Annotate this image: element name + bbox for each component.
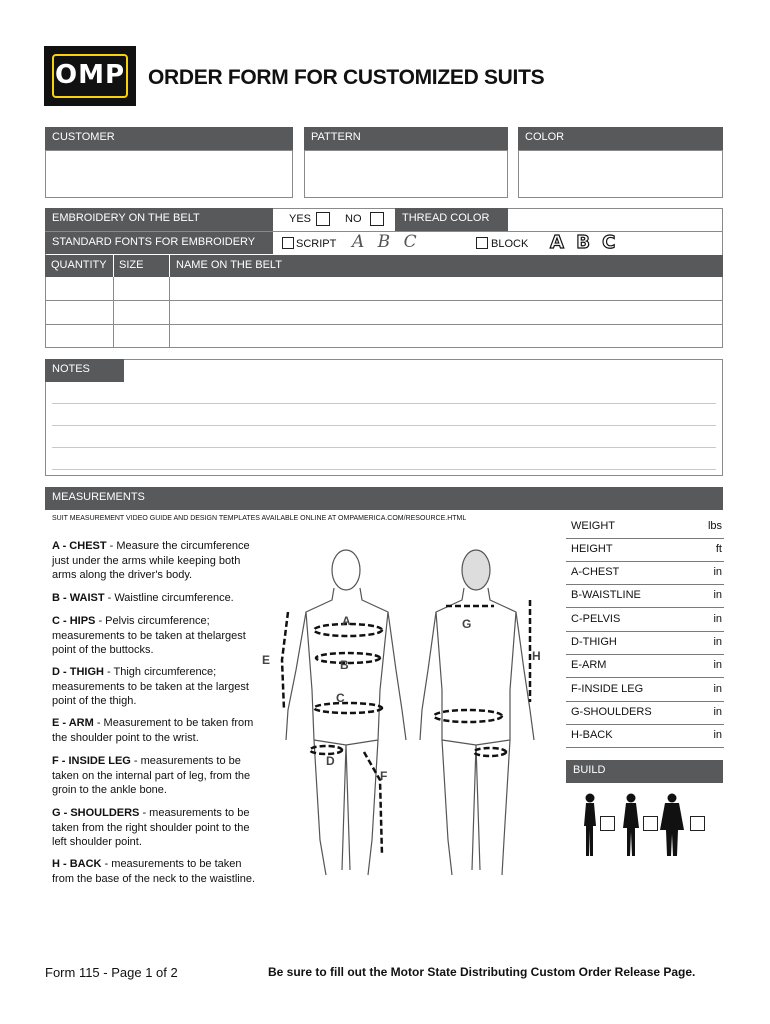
measurement-chest: A - CHEST - Measure the circumference just under the arms while keeping both arms along the driver's body. <box>52 540 250 581</box>
script-font-sample: A B C <box>352 232 421 252</box>
thread-color-header: THREAD COLOR <box>395 208 508 231</box>
size-header: SIZE <box>119 259 144 271</box>
name-on-belt-header: NAME ON THE BELT <box>176 259 282 271</box>
no-label: NO <box>345 213 362 225</box>
notes-line <box>52 425 716 426</box>
notes-line <box>52 403 716 404</box>
measurement-row-b-waistline[interactable] <box>566 585 724 608</box>
measurement-row-unit: in <box>713 636 722 648</box>
footer-note: Be sure to fill out the Motor State Distributing Custom Order Release Page. <box>268 965 696 979</box>
measurement-row-unit: in <box>713 613 722 625</box>
quantity-header: QUANTITY <box>51 259 107 271</box>
pattern-field[interactable] <box>304 150 508 198</box>
measurement-row-unit: in <box>713 729 722 741</box>
measurement-row-unit: ft <box>715 543 722 555</box>
notes-line <box>52 469 716 470</box>
measurement-row-label: A-CHEST <box>571 566 620 578</box>
measurement-arm: E - ARM - Measurement to be taken from the shoulder point to the wrist. <box>52 717 254 744</box>
measurement-back: H - BACK - measurements to be taken from the base of the neck to the waistline. <box>52 858 256 885</box>
diagram-label-f: F <box>380 769 388 783</box>
logo-text: OMP <box>54 60 126 90</box>
diagram-label-c: C <box>336 691 345 705</box>
measurement-row-g-shoulders[interactable] <box>566 702 724 725</box>
belt-row[interactable] <box>45 324 723 325</box>
measurement-row-c-pelvis[interactable] <box>566 609 724 632</box>
belt-table-header <box>45 255 723 277</box>
measurement-row-label: D-THIGH <box>571 636 617 648</box>
measurement-row-label: B-WAISTLINE <box>571 589 641 601</box>
measurement-row-d-thigh[interactable] <box>566 632 724 655</box>
measurement-row-label: H-BACK <box>571 729 613 741</box>
block-font-sample: A B C <box>550 232 619 253</box>
measurements-header: MEASUREMENTS <box>45 487 723 510</box>
belt-row[interactable] <box>45 300 723 301</box>
customer-header: CUSTOMER <box>45 127 293 150</box>
measurement-row-label: F-INSIDE LEG <box>571 683 644 695</box>
omp-logo <box>44 46 136 106</box>
block-label: BLOCK <box>491 238 529 250</box>
measurement-row-unit: in <box>713 566 722 578</box>
measurement-row-weight[interactable] <box>566 516 724 539</box>
measurement-guide-note: SUIT MEASUREMENT VIDEO GUIDE AND DESIGN TEMPLATES AVAILABLE ONLINE AT OMPAMERICA.COM/RESOURCE.HTML <box>52 515 467 522</box>
color-field[interactable] <box>518 150 723 198</box>
measurement-row-label: C-PELVIS <box>571 613 621 625</box>
diagram-label-h: H <box>532 649 541 663</box>
measurement-row-label: HEIGHT <box>571 543 613 555</box>
measurement-row-label: WEIGHT <box>571 520 615 532</box>
build-large-checkbox[interactable] <box>690 816 705 831</box>
build-medium-checkbox[interactable] <box>643 816 658 831</box>
no-checkbox[interactable] <box>370 212 384 226</box>
notes-line <box>52 447 716 448</box>
measurement-row-height[interactable] <box>566 539 724 562</box>
measurement-row-e-arm[interactable] <box>566 655 724 678</box>
measurement-row-label: E-ARM <box>571 659 607 671</box>
measurement-shoulders: G - SHOULDERS - measurements to be taken from the right shoulder point to the left shoulder point. <box>52 807 250 848</box>
form-number: Form 115 - Page 1 of 2 <box>45 965 178 980</box>
diagram-label-d: D <box>326 754 335 768</box>
measurement-row-f-inside-leg[interactable] <box>566 679 724 702</box>
measurement-row-unit: in <box>713 683 722 695</box>
body-measurement-diagram <box>256 540 556 890</box>
measurement-thigh: D - THIGH - Thigh circumference; measurements to be taken at the largest point of the thigh. <box>52 666 249 707</box>
measurement-waist: B - WAIST - Waistline circumference. <box>52 592 234 604</box>
page-title: ORDER FORM FOR CUSTOMIZED SUITS <box>148 66 545 89</box>
measurement-row-unit: in <box>713 589 722 601</box>
measurement-row-unit: in <box>713 659 722 671</box>
diagram-label-a: A <box>342 614 351 628</box>
measurement-row-h-back[interactable] <box>566 725 724 748</box>
measurement-hips: C - HIPS - Pelvis circumference; measurements to be taken at thelargest point of the buttocks. <box>52 615 246 656</box>
yes-label: YES <box>289 213 312 225</box>
fonts-header: STANDARD FONTS FOR EMBROIDERY <box>45 232 273 254</box>
script-label: SCRIPT <box>296 238 337 250</box>
measurement-row-a-chest[interactable] <box>566 562 724 585</box>
measurement-row-unit: in <box>713 706 722 718</box>
yes-checkbox[interactable] <box>316 212 330 226</box>
customer-field[interactable] <box>45 150 293 198</box>
embroidery-header: EMBROIDERY ON THE BELT <box>45 208 273 231</box>
diagram-label-b: B <box>340 658 349 672</box>
build-slim-checkbox[interactable] <box>600 816 615 831</box>
diagram-label-e: E <box>262 653 271 667</box>
measurement-row-unit: lbs <box>707 520 722 532</box>
script-checkbox[interactable] <box>282 237 294 249</box>
measurement-row-label: G-SHOULDERS <box>571 706 652 718</box>
notes-section[interactable] <box>45 359 723 476</box>
notes-header: NOTES <box>45 359 124 382</box>
pattern-header: PATTERN <box>304 127 508 150</box>
color-header: COLOR <box>518 127 723 150</box>
diagram-label-g: G <box>462 617 472 631</box>
measurement-inside-leg: F - INSIDE LEG - measurements to be taken on the internal part of leg, from the groin to the ankle bone. <box>52 755 251 796</box>
block-checkbox[interactable] <box>476 237 488 249</box>
build-header: BUILD <box>566 760 723 783</box>
